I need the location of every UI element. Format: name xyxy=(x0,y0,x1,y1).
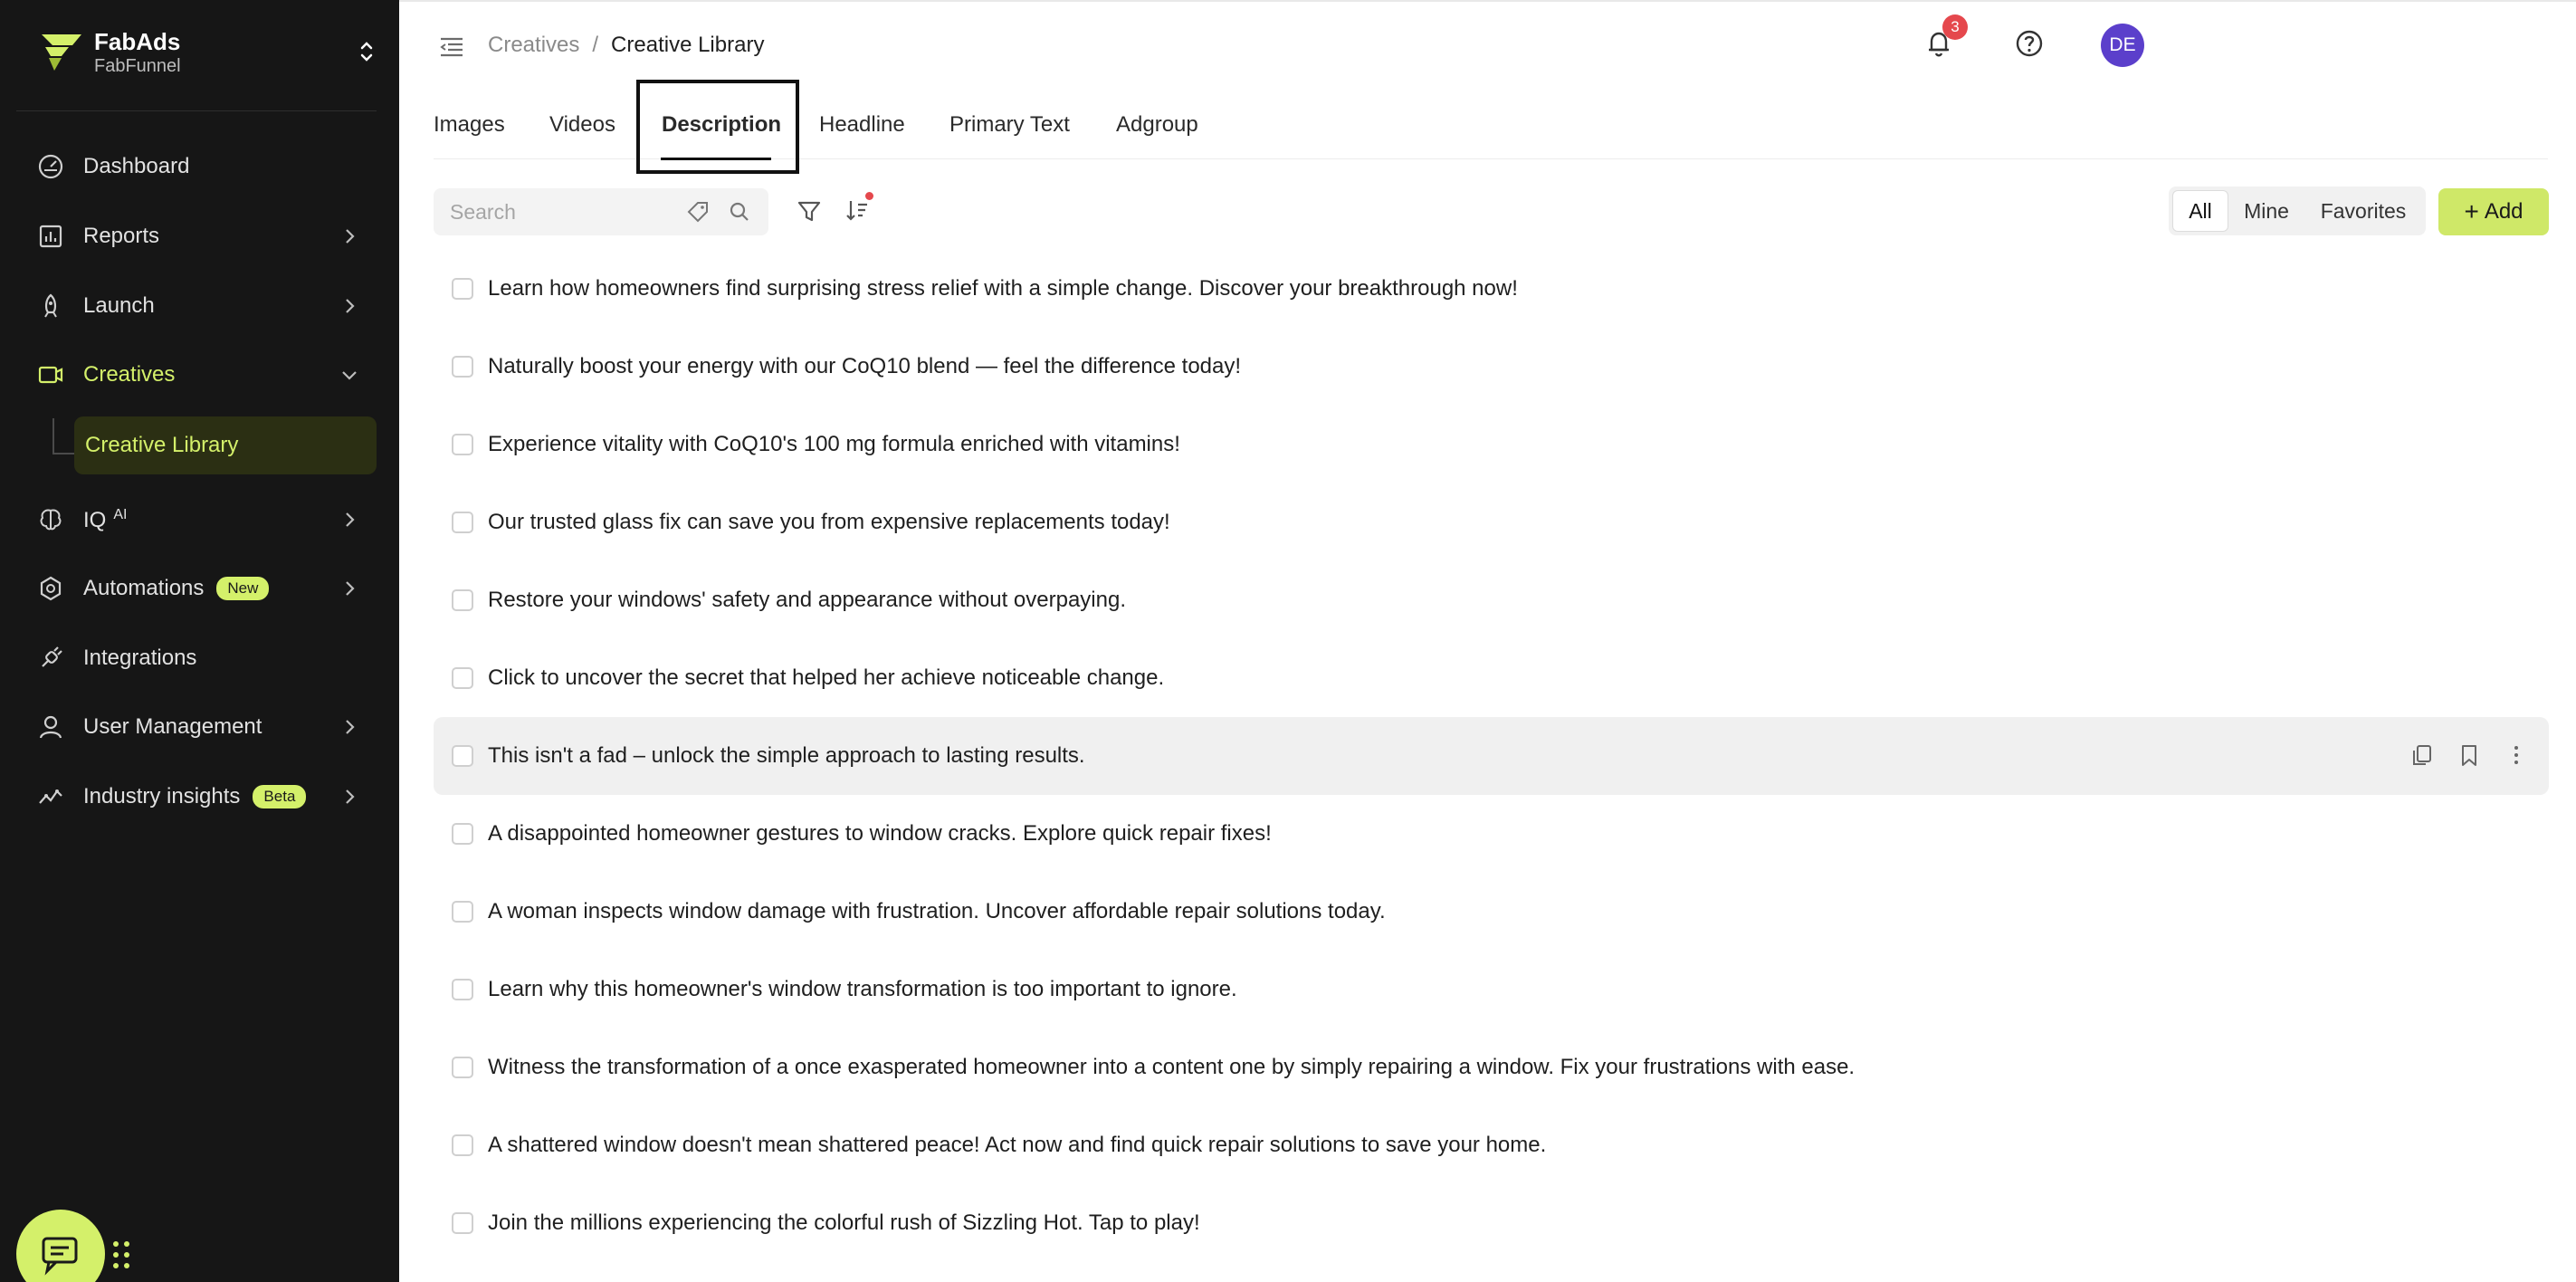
sidebar-item-iq-ai[interactable] xyxy=(36,496,362,543)
tab-images[interactable]: Images xyxy=(434,112,505,137)
description-text: A woman inspects window damage with frustration. Uncover affordable repair solutions today. xyxy=(488,899,1386,923)
rocket-icon xyxy=(36,292,65,320)
sidebar xyxy=(0,0,399,1282)
tab-primary-text[interactable]: Primary Text xyxy=(949,112,1070,137)
chevron-right-icon xyxy=(337,784,362,809)
submenu-connector xyxy=(52,418,74,454)
copy-icon[interactable] xyxy=(2408,741,2437,770)
sidebar-item-label: Industry insights xyxy=(83,784,241,808)
row-checkbox[interactable] xyxy=(452,901,473,923)
row-checkbox[interactable] xyxy=(452,979,473,1000)
breadcrumb-creatives-link[interactable]: Creatives xyxy=(488,33,580,57)
tab-description[interactable]: Description xyxy=(662,112,782,137)
brain-icon xyxy=(36,505,65,534)
sidebar-item-label: Creatives xyxy=(83,362,176,387)
more-options-icon[interactable] xyxy=(2502,741,2531,770)
ai-superscript: AI xyxy=(113,506,128,522)
list-item[interactable] xyxy=(434,951,2549,1028)
dashboard-gauge-icon xyxy=(36,152,65,181)
list-item[interactable] xyxy=(434,250,2549,328)
user-avatar[interactable]: DE xyxy=(2101,24,2144,67)
sidebar-item-creatives[interactable] xyxy=(36,351,362,398)
workspace-name: FabFunnel xyxy=(94,56,181,76)
row-checkbox[interactable] xyxy=(452,823,473,845)
list-item[interactable] xyxy=(434,1028,2549,1106)
description-text: Learn why this homeowner's window transformation is too important to ignore. xyxy=(488,977,1237,1001)
tag-icon[interactable] xyxy=(685,199,711,225)
chat-support-button[interactable] xyxy=(16,1210,105,1282)
breadcrumb xyxy=(488,33,764,58)
row-checkbox[interactable] xyxy=(452,512,473,533)
search-icon[interactable] xyxy=(727,199,752,225)
add-button-label: Add xyxy=(2484,199,2524,224)
tab-headline[interactable]: Headline xyxy=(819,112,905,137)
add-button[interactable] xyxy=(2438,188,2549,235)
list-item[interactable] xyxy=(434,1184,2549,1262)
row-actions xyxy=(2408,741,2531,770)
chevron-down-icon xyxy=(337,362,362,387)
list-item[interactable] xyxy=(434,328,2549,406)
breadcrumb-current-page: Creative Library xyxy=(611,33,765,57)
chat-bubble-icon xyxy=(38,1231,83,1277)
list-item[interactable] xyxy=(434,873,2549,951)
filter-all-button[interactable]: All xyxy=(2172,190,2228,232)
description-text: This isn't a fad – unlock the simple approach to lasting results. xyxy=(488,743,1085,768)
row-checkbox[interactable] xyxy=(452,356,473,378)
description-list xyxy=(434,250,2549,1262)
sidebar-item-label: Launch xyxy=(83,293,155,318)
sidebar-divider xyxy=(16,110,377,111)
row-checkbox[interactable] xyxy=(452,1212,473,1234)
description-text: Restore your windows' safety and appearance without overpaying. xyxy=(488,588,1126,612)
chevron-right-icon xyxy=(337,576,362,601)
sidebar-item-label: User Management xyxy=(83,714,262,739)
collapse-sidebar-icon[interactable] xyxy=(437,33,466,62)
row-checkbox[interactable] xyxy=(452,589,473,611)
sidebar-item-automations[interactable] xyxy=(36,565,362,612)
plus-icon: + xyxy=(2464,197,2479,225)
sidebar-item-creative-library[interactable]: Creative Library xyxy=(74,416,377,474)
list-item-hovered[interactable] xyxy=(434,717,2549,795)
top-bar xyxy=(399,0,2576,91)
creatives-icon xyxy=(36,360,65,389)
list-item[interactable] xyxy=(434,483,2549,561)
bookmark-icon[interactable] xyxy=(2455,741,2484,770)
description-text: Naturally boost your energy with our CoQ10 blend — feel the difference today! xyxy=(488,354,1242,378)
description-text: Our trusted glass fix can save you from expensive replacements today! xyxy=(488,510,1170,534)
sort-active-dot xyxy=(865,192,873,200)
brand-name: FabAds xyxy=(94,28,181,55)
chevron-right-icon xyxy=(337,293,362,319)
search-container xyxy=(434,188,768,235)
bar-chart-icon xyxy=(36,222,65,251)
row-checkbox[interactable] xyxy=(452,745,473,767)
sidebar-item-integrations[interactable] xyxy=(36,635,362,682)
ownership-filter xyxy=(2169,187,2426,235)
search-input[interactable] xyxy=(450,197,667,226)
chevron-right-icon xyxy=(337,507,362,532)
sidebar-item-label: Automations xyxy=(83,576,205,600)
workspace-switcher[interactable] xyxy=(36,24,380,81)
description-text: A disappointed homeowner gestures to window cracks. Explore quick repair fixes! xyxy=(488,821,1272,846)
row-checkbox[interactable] xyxy=(452,667,473,689)
filter-icon[interactable] xyxy=(795,197,824,226)
sidebar-item-label: Dashboard xyxy=(83,154,190,178)
list-item[interactable] xyxy=(434,795,2549,873)
fabads-logo-icon xyxy=(36,29,87,76)
chevron-right-icon xyxy=(337,714,362,740)
user-icon xyxy=(36,713,65,741)
filter-favorites-button[interactable]: Favorites xyxy=(2320,198,2407,223)
description-text: Experience vitality with CoQ10's 100 mg formula enriched with vitamins! xyxy=(488,432,1180,456)
sidebar-item-label: Reports xyxy=(83,224,160,248)
sort-icon[interactable] xyxy=(842,196,873,226)
notification-count-badge: 3 xyxy=(1942,14,1968,40)
sidebar-item-user-management[interactable] xyxy=(36,703,362,751)
tab-adgroup[interactable]: Adgroup xyxy=(1116,112,1198,137)
sidebar-item-label: Integrations xyxy=(83,646,197,670)
row-checkbox[interactable] xyxy=(452,278,473,300)
trend-line-icon xyxy=(36,782,65,811)
list-item[interactable] xyxy=(434,561,2549,639)
drag-handle-icon[interactable] xyxy=(110,1239,132,1271)
row-checkbox[interactable] xyxy=(452,1057,473,1078)
sidebar-item-reports[interactable] xyxy=(36,213,362,260)
active-tab-indicator xyxy=(661,158,771,160)
list-item[interactable] xyxy=(434,406,2549,483)
chevron-right-icon xyxy=(337,224,362,249)
description-text: Click to uncover the secret that helped her achieve noticeable change. xyxy=(488,665,1165,690)
breadcrumb-separator: / xyxy=(592,33,599,57)
row-checkbox[interactable] xyxy=(452,1134,473,1156)
description-text: A shattered window doesn't mean shattered peace! Act now and find quick repair solutions to save your home. xyxy=(488,1133,1547,1157)
list-item[interactable] xyxy=(434,1106,2549,1184)
sidebar-item-launch[interactable] xyxy=(36,282,362,330)
new-badge: New xyxy=(216,577,269,600)
description-text: Learn how homeowners find surprising stress relief with a simple change. Discover your breakthrough now! xyxy=(488,276,1518,301)
list-item[interactable] xyxy=(434,639,2549,717)
automation-icon xyxy=(36,574,65,603)
chevron-up-down-icon[interactable] xyxy=(353,38,380,65)
description-text: Join the millions experiencing the colorful rush of Sizzling Hot. Tap to play! xyxy=(488,1210,1200,1235)
beta-badge: Beta xyxy=(253,785,306,808)
filter-mine-button[interactable]: Mine xyxy=(2244,198,2289,223)
tab-videos[interactable]: Videos xyxy=(549,112,615,137)
sidebar-item-dashboard[interactable] xyxy=(36,143,362,190)
help-icon[interactable] xyxy=(2013,27,2046,60)
plug-icon xyxy=(36,644,65,673)
row-checkbox[interactable] xyxy=(452,434,473,455)
sidebar-item-industry-insights[interactable] xyxy=(36,773,362,820)
description-text: Witness the transformation of a once exasperated homeowner into a content one by simply repairing a window. Fix your frustrations with ease. xyxy=(488,1055,1856,1079)
sidebar-item-label: IQ $^{AI}$ xyxy=(83,506,128,532)
